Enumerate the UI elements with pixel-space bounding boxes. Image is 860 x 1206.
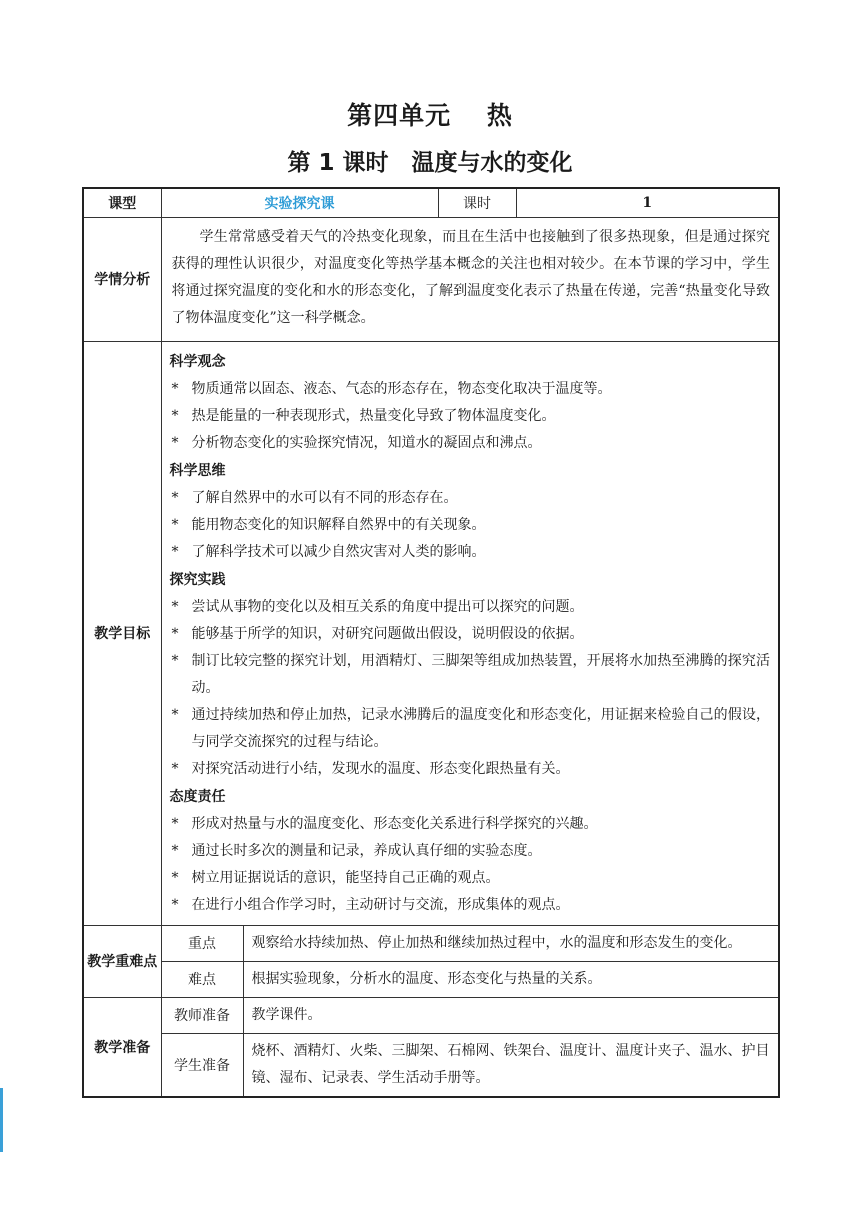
difficulty-text: 根据实验现象，分析水的温度、形态变化与热量的关系。 — [251, 970, 602, 987]
star-bullet-icon: * — [171, 652, 179, 669]
goal-item-text: 物质通常以固态、液态、气态的形态存在，物态变化取决于温度等。 — [191, 380, 612, 397]
star-bullet-icon: * — [171, 434, 179, 451]
lesson-title: 第 1 课时 温度与水的变化 — [287, 150, 573, 176]
goal-item-text: 通过长时多次的测量和记录，养成认真仔细的实验态度。 — [191, 842, 542, 859]
key-label: 重点 — [161, 925, 243, 961]
star-bullet-icon: * — [171, 625, 179, 642]
lesson-type-value: 实验探究课 — [161, 188, 438, 217]
goal-item — [170, 702, 771, 756]
goal-item-text: 树立用证据说话的意识，能坚持自己正确的观点。 — [191, 869, 500, 886]
goal-section-heading: 态度责任 — [169, 788, 226, 805]
analysis-cell — [161, 217, 779, 341]
page-edge-strip — [0, 1088, 3, 1152]
student-prep-row — [83, 1033, 779, 1097]
goal-item — [170, 403, 771, 430]
star-bullet-icon: * — [171, 706, 179, 723]
student-prep-label: 学生准备 — [161, 1033, 243, 1097]
goal-item-text: 尝试从事物的变化以及相互关系的角度中提出可以探究的问题。 — [191, 598, 584, 615]
goal-item-text: 了解科学技术可以减少自然灾害对人类的影响。 — [191, 543, 486, 560]
goal-item — [170, 865, 771, 892]
goal-item-text: 能够基于所学的知识，对研究问题做出假设，说明假设的依据。 — [191, 625, 584, 642]
difficulty-label: 难点 — [161, 961, 243, 997]
star-bullet-icon: * — [171, 869, 179, 886]
periods-value: 1 — [516, 188, 779, 217]
lesson-type-label: 课型 — [83, 188, 161, 217]
lesson-plan-table — [82, 187, 780, 1098]
goals-row — [83, 341, 779, 925]
star-bullet-icon: * — [171, 815, 179, 832]
analysis-row — [83, 217, 779, 341]
goals-list — [162, 342, 779, 925]
difficulty-cell — [243, 961, 779, 997]
goal-item — [170, 621, 771, 648]
goal-item — [170, 539, 771, 566]
teacher-prep-label: 教师准备 — [161, 997, 243, 1033]
goal-item-text: 对探究活动进行小结，发现水的温度、形态变化跟热量有关。 — [191, 760, 570, 777]
goals-label: 教学目标 — [83, 341, 161, 925]
goal-section-heading: 科学观念 — [169, 353, 226, 370]
goal-item-text: 了解自然界中的水可以有不同的形态存在。 — [191, 489, 458, 506]
unit-title: 第四单元 热 — [347, 101, 513, 130]
periods-label: 课时 — [438, 188, 516, 217]
star-bullet-icon: * — [171, 842, 179, 859]
difficulty-row — [83, 961, 779, 997]
goals-cell — [161, 341, 779, 925]
goal-item-text: 分析物态变化的实验探究情况，知道水的凝固点和沸点。 — [191, 434, 542, 451]
student-prep-text: 烧杯、酒精灯、火柴、三脚架、石棉网、铁架台、温度计、温度计夹子、温水、护目镜、湿布、记录表、学生活动手册等。 — [251, 1042, 770, 1086]
keypoints-label: 教学重难点 — [83, 925, 161, 997]
star-bullet-icon: * — [171, 516, 179, 533]
star-bullet-icon: * — [171, 489, 179, 506]
star-bullet-icon: * — [171, 380, 179, 397]
analysis-label: 学情分析 — [83, 217, 161, 341]
goal-item — [170, 430, 771, 457]
goal-item — [170, 512, 771, 539]
star-bullet-icon: * — [171, 896, 179, 913]
star-bullet-icon: * — [171, 598, 179, 615]
goal-item-text: 制订比较完整的探究计划，用酒精灯、三脚架等组成加热装置，开展将水加热至沸腾的探究活动。 — [191, 652, 770, 696]
lesson-type-row — [83, 188, 779, 217]
student-prep-cell — [243, 1033, 779, 1097]
goal-section-heading: 探究实践 — [169, 571, 226, 588]
goal-item — [170, 485, 771, 512]
goal-item-text: 热是能量的一种表现形式，热量变化导致了物体温度变化。 — [191, 407, 556, 424]
teacher-prep-text: 教学课件。 — [251, 1006, 322, 1023]
star-bullet-icon: * — [171, 543, 179, 560]
star-bullet-icon: * — [171, 407, 179, 424]
key-text: 观察给水持续加热、停止加热和继续加热过程中，水的温度和形态发生的变化。 — [251, 934, 742, 951]
analysis-text: 学生常常感受着天气的冷热变化现象，而且在生活中也接触到了很多热现象，但是通过探究获得的理性认识很少，对温度变化等热学基本概念的关注也相对较少。在本节课的学习中，学生将通过探究温度的变化和水的形态变化，了解到温度变化表示了热量在传递，完善“热量变化导致了物体温度变化”这一科学概念。 — [171, 229, 770, 326]
goal-item-text: 能用物态变化的知识解释自然界中的有关现象。 — [191, 516, 486, 533]
goal-item-text: 形成对热量与水的温度变化、形态变化关系进行科学探究的兴趣。 — [191, 815, 598, 832]
goal-item — [170, 376, 771, 403]
goal-item — [170, 756, 771, 783]
goal-section-heading: 科学思维 — [169, 462, 226, 479]
prep-label: 教学准备 — [83, 997, 161, 1097]
star-bullet-icon: * — [171, 760, 179, 777]
goal-item — [170, 811, 771, 838]
goal-item — [170, 648, 771, 702]
goal-item — [170, 892, 771, 919]
goal-item-text: 通过持续加热和停止加热，记录水沸腾后的温度变化和形态变化，用证据来检验自己的假设，与同学交流探究的过程与结论。 — [191, 706, 770, 750]
teacher-prep-row — [83, 997, 779, 1033]
goal-item — [170, 838, 771, 865]
key-row — [83, 925, 779, 961]
goal-item-text: 在进行小组合作学习时，主动研讨与交流，形成集体的观点。 — [191, 896, 570, 913]
goal-item — [170, 594, 771, 621]
teacher-prep-cell — [243, 997, 779, 1033]
key-cell — [243, 925, 779, 961]
